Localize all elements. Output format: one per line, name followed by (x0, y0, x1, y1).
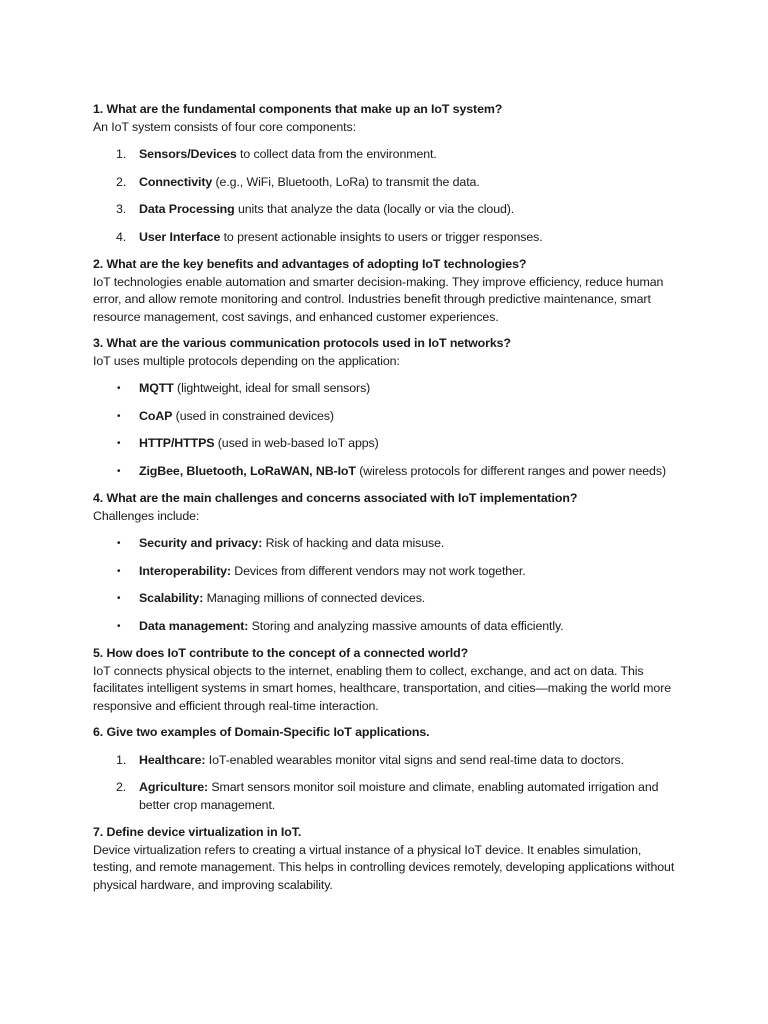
section-6 (93, 724, 683, 814)
bullet-icon: • (117, 383, 121, 394)
item-text: to collect data from the environment. (236, 147, 437, 161)
question-heading: 5. How does IoT contribute to the concept of a connected world? (93, 646, 469, 660)
question-heading: 6. Give two examples of Domain-Specific IoT applications. (93, 725, 430, 739)
item-term: Data management: (139, 618, 249, 633)
item-term: User Interface (139, 229, 221, 244)
item-text: units that analyze the data (locally or via the cloud). (234, 202, 515, 216)
section-intro: An IoT system consists of four core components: (93, 119, 356, 134)
list-item (93, 618, 683, 636)
list-item (93, 380, 683, 398)
list-item (93, 408, 683, 426)
list-item (93, 174, 683, 192)
bullet-icon: • (117, 438, 121, 449)
list-item (93, 752, 683, 770)
list-marker: 1. (116, 752, 127, 767)
bullet-icon: • (117, 565, 121, 577)
numbered-list (93, 146, 683, 246)
list-marker: 4. (116, 229, 127, 244)
list-item (93, 201, 683, 219)
list-marker: 2. (116, 174, 127, 189)
list-item (93, 590, 683, 608)
item-text: to present actionable insights to users or trigger responses. (220, 229, 543, 244)
answer-paragraph: IoT connects physical objects to the internet, enabling them to collect, exchange, and act on data. This facilitates intelligent systems in smart homes, healthcare, transportation, and cities—making the world more responsive and efficient through real-time interaction. (93, 663, 672, 713)
bullet-list (93, 535, 683, 635)
list-item (93, 229, 683, 247)
item-text: Smart sensors monitor soil moisture and climate, enabling automated irrigation and better crop management. (139, 780, 659, 812)
numbered-list (93, 752, 683, 815)
question-heading: 1. What are the fundamental components that make up an IoT system? (93, 102, 503, 116)
list-marker: 2. (116, 780, 127, 794)
section-intro: IoT uses multiple protocols depending on the application: (93, 353, 400, 368)
section-3 (93, 335, 683, 480)
item-term: Data Processing (139, 202, 235, 216)
list-item (93, 563, 683, 581)
answer-paragraph: Device virtualization refers to creating a virtual instance of a physical IoT device. It enables simulation, testing, and remote management. This helps in controlling devices remotely, developing applications without physical hardware, and improving scalability. (93, 842, 675, 892)
item-text: Managing millions of connected devices. (203, 591, 426, 605)
section-intro: Challenges include: (93, 508, 200, 523)
document-page (93, 101, 683, 903)
item-term: Sensors/Devices (139, 147, 237, 161)
question-heading: 4. What are the main challenges and concerns associated with IoT implementation? (93, 491, 578, 505)
answer-paragraph: IoT technologies enable automation and smarter decision-making. They improve efficiency, reduce human error, and allow remote monitoring and control. Industries benefit through predictive maintenance, smart resource management, cost savings, and enhanced customer experiences. (93, 274, 664, 324)
item-term: Interoperability: (139, 563, 231, 578)
bullet-icon: • (117, 465, 121, 477)
item-text: Devices from different vendors may not work together. (230, 563, 526, 578)
item-term: Healthcare: (139, 752, 206, 767)
section-1 (93, 101, 683, 246)
item-text: (used in web-based IoT apps) (214, 436, 379, 450)
list-item (93, 779, 683, 814)
item-term: Security and privacy: (139, 536, 263, 550)
section-4 (93, 490, 683, 635)
question-heading: 2. What are the key benefits and advantages of adopting IoT technologies? (93, 257, 527, 271)
question-heading: 7. Define device virtualization in IoT. (93, 825, 302, 839)
list-item (93, 146, 683, 164)
item-text: (wireless protocols for different ranges and power needs) (355, 463, 666, 478)
item-term: HTTP/HTTPS (139, 436, 215, 450)
list-item (93, 463, 683, 481)
list-marker: 1. (116, 147, 127, 161)
section-5 (93, 645, 683, 715)
item-text: IoT-enabled wearables monitor vital signs and send real-time data to doctors. (205, 752, 624, 767)
bullet-icon: • (117, 620, 121, 632)
bullet-icon: • (117, 593, 121, 604)
section-7 (93, 824, 683, 894)
item-text: (used in constrained devices) (172, 408, 334, 423)
item-term: Scalability: (139, 591, 204, 605)
bullet-icon: • (117, 410, 121, 422)
item-term: MQTT (139, 381, 174, 395)
item-text: (lightweight, ideal for small sensors) (173, 381, 371, 395)
item-text: Storing and analyzing massive amounts of data efficiently. (248, 618, 564, 633)
list-item (93, 435, 683, 453)
bullet-list (93, 380, 683, 480)
item-term: CoAP (139, 408, 173, 423)
list-marker: 3. (116, 202, 127, 216)
list-item (93, 535, 683, 553)
item-text: (e.g., WiFi, Bluetooth, LoRa) to transmit the data. (212, 174, 480, 189)
item-term: ZigBee, Bluetooth, LoRaWAN, NB-IoT (139, 463, 356, 478)
item-text: Risk of hacking and data misuse. (262, 536, 445, 550)
item-term: Connectivity (139, 174, 213, 189)
bullet-icon: • (117, 538, 121, 549)
section-2 (93, 256, 683, 326)
item-term: Agriculture: (139, 780, 209, 794)
question-heading: 3. What are the various communication protocols used in IoT networks? (93, 336, 511, 350)
